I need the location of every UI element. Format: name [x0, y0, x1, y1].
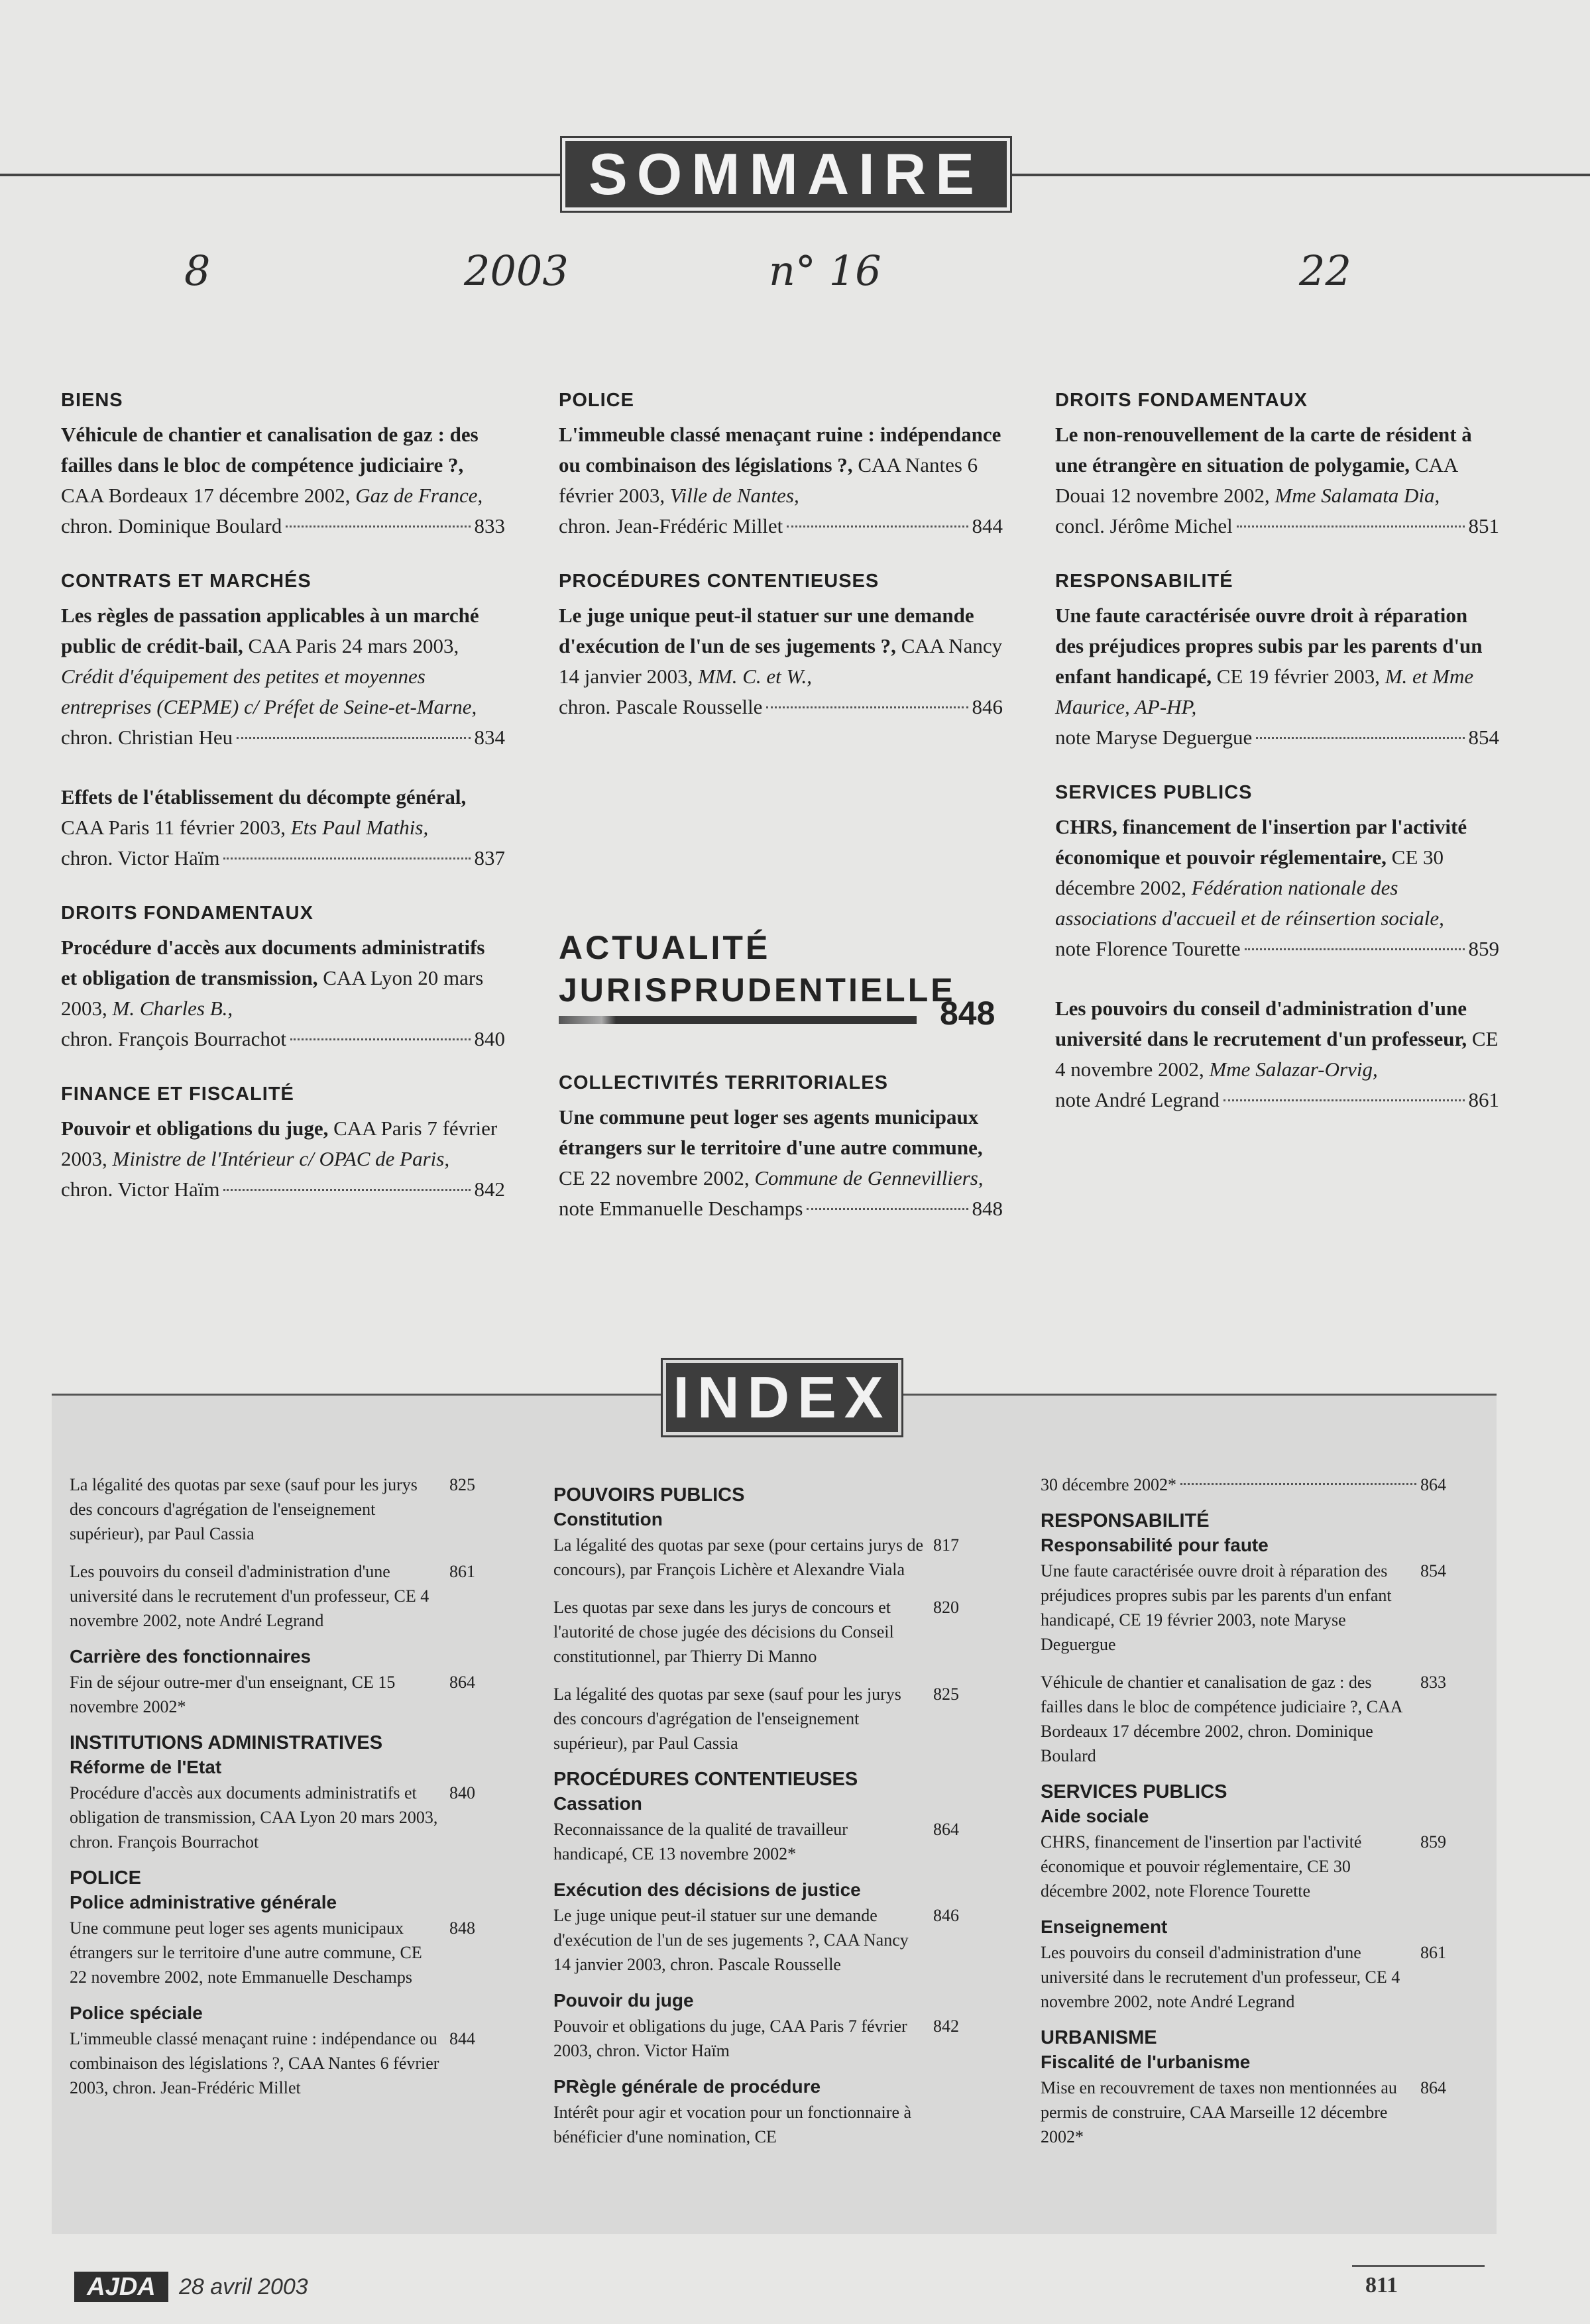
- entry-parties: MM. C. et W.,: [698, 665, 813, 688]
- issue-date: 28 avril 2003: [179, 2274, 308, 2299]
- index-leader-line: [1041, 1670, 1446, 1768]
- index-leader-line: [1041, 1940, 1446, 2014]
- entry-court: CE 22 novembre 2002,: [559, 1166, 750, 1190]
- actualite-page: 848: [940, 995, 995, 1032]
- handwritten-note: 8: [184, 247, 211, 295]
- entry-title: Pouvoir et obligations du juge,: [61, 1117, 329, 1140]
- entry-page: 833: [474, 514, 505, 537]
- entry-parties: Mme Salazar-Orvig,: [1209, 1058, 1378, 1081]
- index-leader-line: [553, 1595, 959, 1669]
- entry-title: Le non-renouvellement de la carte de résident à une étrangère en situation de polygamie,: [1055, 423, 1472, 476]
- sommaire-entry: [61, 932, 505, 1054]
- entry-title: Une faute caractérisée ouvre droit à réparation des préjudices propres subis par les parents d'un enfant handicapé,: [1055, 604, 1483, 688]
- index-subcategory: Fiscalité de l'urbanisme: [1041, 2052, 1251, 2072]
- index-entry-text: Les pouvoirs du conseil d'administration d'une université dans le recrutement d'un professeur, CE 4 novembre 2002, note André Legrand: [1041, 1943, 1400, 2011]
- sommaire-entry: [61, 1113, 505, 1205]
- entry-leader-line: [61, 722, 505, 753]
- dot-leader: [1245, 948, 1465, 950]
- entry-court: CAA Bordeaux 17 décembre 2002,: [61, 484, 351, 507]
- index-leader-line: [70, 1559, 475, 1633]
- index-entry-text: L'immeuble classé menaçant ruine : indépendance ou combinaison des législations ?, CAA Nantes 6 février 2003, chron. Jean-Frédéric Millet: [70, 2029, 439, 2097]
- entry-title: Véhicule de chantier et canalisation de gaz : des failles dans le bloc de compétence judiciaire ?,: [61, 423, 479, 476]
- index-entry: [1041, 1670, 1446, 1768]
- index-category: PROCÉDURES CONTENTIEUSES: [553, 1769, 858, 1790]
- index-entry-text: Le juge unique peut-il statuer sur une demande d'exécution de l'un de ses jugements ?, CAA Nancy 14 janvier 2003, chron. Pascale Rousselle: [553, 1906, 909, 1974]
- sommaire-entry: [1055, 600, 1499, 753]
- entry-parties: Crédit d'équipement des petites et moyennes entreprises (CEPME) c/ Préfet de Seine-et-Marne,: [61, 665, 477, 718]
- index-subcategory: Cassation: [553, 1793, 642, 1814]
- entry-page: 844: [972, 514, 1003, 537]
- sommaire-item: [61, 903, 505, 1054]
- handwritten-note: 2003: [464, 247, 569, 295]
- entry-parties: M. et Mme Maurice, AP-HP,: [1055, 665, 1474, 718]
- index-leader-line: [553, 1682, 959, 1755]
- entry-title: L'immeuble classé menaçant ruine : indépendance ou combinaison des législations ?,: [559, 423, 1001, 476]
- dot-leader: [1237, 526, 1465, 527]
- index-entry: [1041, 1940, 1446, 2014]
- entry-court: CAA Nantes 6 février 2003,: [559, 453, 978, 507]
- sommaire-item: [61, 1083, 505, 1205]
- sommaire-item: [1055, 571, 1499, 753]
- entry-leader-line: [559, 692, 1003, 722]
- index-category: INSTITUTIONS ADMINISTRATIVES: [70, 1732, 383, 1753]
- index-entry: [70, 2026, 475, 2100]
- index-subcategory: Aide sociale: [1041, 1806, 1149, 1826]
- index-entry-page: 864: [449, 1673, 475, 1692]
- index-entry-page: 825: [449, 1475, 475, 1494]
- sommaire-item: [1055, 993, 1499, 1115]
- entry-page: 848: [972, 1197, 1003, 1220]
- index-entry-text: 30 décembre 2002*: [1041, 1475, 1177, 1494]
- sommaire-entry: [559, 600, 1003, 722]
- index-column-1: [70, 1472, 475, 2113]
- entry-title: Effets de l'établissement du décompte général,: [61, 785, 467, 808]
- entry-author: note Emmanuelle Deschamps: [559, 1197, 803, 1220]
- entry-parties: Commune de Gennevilliers,: [754, 1166, 984, 1190]
- index-column-2: [553, 1472, 959, 2162]
- section-category: BIENS: [61, 390, 123, 411]
- index-subcategory: Police administrative générale: [70, 1892, 337, 1912]
- index-leader-line: [70, 2026, 475, 2100]
- index-entry-page: 842: [933, 2017, 959, 2036]
- entry-leader-line: [1055, 722, 1499, 753]
- section-category: DROITS FONDAMENTAUX: [61, 903, 313, 924]
- entry-page: 837: [474, 846, 505, 869]
- index-entry-page: 817: [933, 1535, 959, 1555]
- index-leader-line: [1041, 1472, 1446, 1497]
- entry-title: Les règles de passation applicables à un marché public de crédit-bail,: [61, 604, 479, 657]
- entry-page: 854: [1468, 726, 1499, 749]
- index-category: RESPONSABILITÉ: [1041, 1510, 1210, 1531]
- entry-parties: Fédération nationale des associations d'accueil et de réinsertion sociale,: [1055, 876, 1444, 930]
- entry-title: Le juge unique peut-il statuer sur une demande d'exécution de l'un de ses jugements ?,: [559, 604, 974, 657]
- index-entry-text: Reconnaissance de la qualité de travailleur handicapé, CE 13 novembre 2002*: [553, 1820, 848, 1863]
- journal-logo: AJDA: [74, 2272, 168, 2302]
- sommaire-entry: [61, 600, 505, 753]
- handwritten-note: 22: [1299, 247, 1351, 295]
- index-entry-text: Véhicule de chantier et canalisation de gaz : des failles dans le bloc de compétence judiciaire ?, CAA Bordeaux 17 décembre 2002, chron. Dominique Boulard: [1041, 1673, 1402, 1765]
- entry-parties: Ets Paul Mathis,: [290, 816, 429, 839]
- index-subcategory: Pouvoir du juge: [553, 1990, 694, 2011]
- index-leader-line: [70, 1670, 475, 1719]
- index-entry-page: 859: [1420, 1832, 1446, 1852]
- actualite-bar: [559, 1016, 917, 1024]
- actualite-heading: [559, 926, 956, 1011]
- sommaire-item: [61, 782, 505, 873]
- sommaire-entry: [1055, 993, 1499, 1115]
- index-category: POLICE: [70, 1867, 141, 1889]
- section-category: CONTRATS ET MARCHÉS: [61, 571, 312, 592]
- index-entry-text: Pouvoir et obligations du juge, CAA Paris 7 février 2003, chron. Victor Haïm: [553, 2017, 907, 2060]
- entry-parties: Ville de Nantes,: [669, 484, 799, 507]
- index-leader-line: [553, 1903, 959, 1977]
- dot-leader: [1256, 737, 1464, 739]
- index-entry-page: 825: [933, 1685, 959, 1704]
- index-entry-text: CHRS, financement de l'insertion par l'activité économique et pouvoir réglementaire, CE 30 décembre 2002, note Florence Tourette: [1041, 1832, 1362, 1901]
- index-column-3: [1041, 1472, 1446, 2162]
- index-entry-text: La légalité des quotas par sexe (sauf pour les jurys des concours d'agrégation de l'enseignement supérieur), par Paul Cassia: [553, 1685, 901, 1753]
- sommaire-entry: [559, 419, 1003, 541]
- entry-author: chron. Dominique Boulard: [61, 514, 282, 537]
- entry-leader-line: [61, 511, 505, 541]
- section-category: SERVICES PUBLICS: [1055, 782, 1253, 803]
- sommaire-entry: [61, 419, 505, 541]
- index-entry-page: 844: [449, 2029, 475, 2048]
- entry-leader-line: [559, 511, 1003, 541]
- sommaire-item: [559, 571, 1003, 722]
- index-banner: INDEX: [663, 1360, 901, 1435]
- entry-page: 834: [474, 726, 505, 749]
- entry-court: CE 4 novembre 2002,: [1055, 1027, 1499, 1081]
- entry-author: chron. Victor Haïm: [61, 1178, 220, 1201]
- entry-author: note Florence Tourette: [1055, 937, 1241, 960]
- sommaire-item: [1055, 782, 1499, 964]
- sommaire-item: [1055, 390, 1499, 541]
- index-entry-text: Une faute caractérisée ouvre droit à réparation des préjudices propres subis par les parents d'un enfant handicapé, CE 19 février 2003, note Maryse Deguergue: [1041, 1561, 1392, 1654]
- index-entry-text: Les pouvoirs du conseil d'administration d'une université dans le recrutement d'un professeur, CE 4 novembre 2002, note André Legrand: [70, 1562, 429, 1630]
- sommaire-column-3: [1055, 390, 1499, 1144]
- handwritten-note: n° 16: [769, 247, 881, 295]
- dot-leader: [286, 526, 470, 527]
- index-entry: [553, 2100, 959, 2149]
- entry-page: 842: [474, 1178, 505, 1201]
- entry-title: CHRS, financement de l'insertion par l'activité économique et pouvoir réglementaire,: [1055, 815, 1467, 869]
- sommaire-item: [61, 571, 505, 753]
- page-number: 811: [1365, 2273, 1398, 2297]
- index-leader-line: [1041, 2075, 1446, 2149]
- entry-author: chron. François Bourrachot: [61, 1027, 287, 1050]
- index-entry-page: 864: [1420, 1475, 1446, 1494]
- entry-title: Les pouvoirs du conseil d'administration d'une université dans le recrutement d'un professeur,: [1055, 997, 1467, 1050]
- section-category: RESPONSABILITÉ: [1055, 571, 1233, 592]
- dot-leader: [223, 858, 470, 859]
- index-entry-page: 840: [449, 1783, 475, 1802]
- entry-court: CE 30 décembre 2002,: [1055, 846, 1444, 899]
- index-entry: [1041, 2075, 1446, 2149]
- index-entry: [553, 1817, 959, 1866]
- entry-author: concl. Jérôme Michel: [1055, 514, 1233, 537]
- section-category: DROITS FONDAMENTAUX: [1055, 390, 1308, 411]
- sommaire-column-2b: [559, 1072, 1003, 1253]
- index-entry-page: 864: [933, 1820, 959, 1839]
- entry-court: CAA Lyon 20 mars 2003,: [61, 966, 484, 1020]
- sommaire-column-1: [61, 390, 505, 1234]
- index-entry-page: 820: [933, 1598, 959, 1617]
- footer-rule: [1352, 2265, 1485, 2267]
- section-category: COLLECTIVITÉS TERRITORIALES: [559, 1072, 888, 1093]
- index-category: POUVOIRS PUBLICS: [553, 1484, 745, 1506]
- dot-leader: [237, 737, 470, 739]
- index-subcategory: Exécution des décisions de justice: [553, 1879, 861, 1900]
- entry-court: CAA Nancy 14 janvier 2003,: [559, 634, 1003, 688]
- index-entry: [1041, 1830, 1446, 1903]
- index-entry-text: La légalité des quotas par sexe (pour certains jurys de concours), par François Lichère et Alexandre Viala: [553, 1535, 924, 1579]
- entry-court: CE 19 février 2003,: [1216, 665, 1380, 688]
- dot-leader: [1223, 1099, 1465, 1101]
- index-subcategory: Constitution: [553, 1509, 663, 1529]
- index-leader-line: [553, 1533, 959, 1582]
- entry-parties: Ministre de l'Intérieur c/ OPAC de Paris,: [112, 1147, 450, 1170]
- index-entry: [70, 1559, 475, 1633]
- index-entry: [70, 1472, 475, 1546]
- dot-leader: [1180, 1483, 1416, 1485]
- sommaire-item: [559, 1072, 1003, 1224]
- index-entry-page: 861: [1420, 1943, 1446, 1962]
- entry-leader-line: [61, 843, 505, 873]
- index-entry-page: 864: [1420, 2078, 1446, 2097]
- dot-leader: [290, 1038, 470, 1040]
- sommaire-item: [559, 390, 1003, 541]
- index-entry: [70, 1670, 475, 1719]
- index-entry-text: La légalité des quotas par sexe (sauf pour les jurys des concours d'agrégation de l'enseignement supérieur), par Paul Cassia: [70, 1475, 418, 1543]
- entry-title: Une commune peut loger ses agents municipaux étrangers sur le territoire d'une autre commune,: [559, 1105, 983, 1159]
- index-entry: [1041, 1559, 1446, 1657]
- entry-parties: Mme Salamata Dia,: [1275, 484, 1440, 507]
- index-entry: [553, 1903, 959, 1977]
- index-leader-line: [70, 1781, 475, 1854]
- index-leader-line: [1041, 1830, 1446, 1903]
- index-subcategory: Réforme de l'Etat: [70, 1757, 222, 1777]
- index-entry: [553, 1682, 959, 1755]
- entry-author: chron. Christian Heu: [61, 726, 233, 749]
- entry-leader-line: [61, 1024, 505, 1054]
- entry-page: 859: [1468, 937, 1499, 960]
- index-entry: [553, 1533, 959, 1582]
- entry-court: CAA Paris 24 mars 2003,: [248, 634, 459, 657]
- index-leader-line: [70, 1916, 475, 1989]
- entry-author: chron. Jean-Frédéric Millet: [559, 514, 783, 537]
- index-entry-text: Mise en recouvrement de taxes non mentionnées au permis de construire, CAA Marseille 12 décembre 2002*: [1041, 2078, 1397, 2146]
- index-subcategory: Enseignement: [1041, 1916, 1168, 1937]
- entry-page: 840: [474, 1027, 505, 1050]
- index-leader-line: [553, 2014, 959, 2063]
- actualite-line2: JURISPRUDENTIELLE: [559, 971, 956, 1009]
- index-entry: [553, 2014, 959, 2063]
- sommaire-column-2: [559, 390, 1003, 751]
- dot-leader: [787, 526, 968, 527]
- entry-page: 861: [1468, 1088, 1499, 1111]
- entry-leader-line: [1055, 511, 1499, 541]
- index-entry: [70, 1781, 475, 1854]
- index-entry-text: Fin de séjour outre-mer d'un enseignant, CE 15 novembre 2002*: [70, 1673, 396, 1716]
- index-entry-page: 833: [1420, 1673, 1446, 1692]
- index-entry-text: Les quotas par sexe dans les jurys de concours et l'autorité de chose jugée des décisions du Conseil constitutionnel, par Thierry Di Manno: [553, 1598, 894, 1666]
- index-subcategory: Police spéciale: [70, 2003, 203, 2023]
- sommaire-entry: [1055, 419, 1499, 541]
- entry-author: note Maryse Deguergue: [1055, 726, 1253, 749]
- index-leader-line: [1041, 1559, 1446, 1657]
- dot-leader: [766, 706, 968, 708]
- entry-parties: Gaz de France,: [355, 484, 483, 507]
- index-subcategory: PRègle générale de procédure: [553, 2076, 821, 2097]
- index-leader-line: [70, 1472, 475, 1546]
- entry-leader-line: [559, 1193, 1003, 1224]
- entry-author: note André Legrand: [1055, 1088, 1220, 1111]
- index-entry: [553, 1595, 959, 1669]
- section-category: PROCÉDURES CONTENTIEUSES: [559, 571, 880, 592]
- index-leader-line: [553, 1817, 959, 1866]
- index-entry-page: 846: [933, 1906, 959, 1925]
- entry-page: 846: [972, 695, 1003, 718]
- entry-leader-line: [1055, 1085, 1499, 1115]
- entry-leader-line: [61, 1174, 505, 1205]
- entry-page: 851: [1468, 514, 1499, 537]
- entry-court: CAA Douai 12 novembre 2002,: [1055, 453, 1457, 507]
- section-category: POLICE: [559, 390, 634, 411]
- sommaire-item: [61, 390, 505, 541]
- index-entry-page: 854: [1420, 1561, 1446, 1580]
- entry-parties: M. Charles B.,: [112, 997, 233, 1020]
- sommaire-entry: [1055, 812, 1499, 964]
- index-subcategory: Carrière des fonctionnaires: [70, 1646, 312, 1667]
- index-subcategory: Responsabilité pour faute: [1041, 1535, 1269, 1555]
- sommaire-banner: SOMMAIRE: [562, 138, 1010, 211]
- entry-title: Procédure d'accès aux documents administratifs et obligation de transmission,: [61, 936, 485, 989]
- entry-leader-line: [1055, 934, 1499, 964]
- index-entry-text: Une commune peut loger ses agents municipaux étrangers sur le territoire d'une autre commune, CE 22 novembre 2002, note Emmanuelle Deschamps: [70, 1918, 422, 1987]
- actualite-line1: ACTUALITÉ: [559, 929, 771, 966]
- index-entry-page: 861: [449, 1562, 475, 1581]
- sommaire-entry: [61, 782, 505, 873]
- index-entry: [70, 1916, 475, 1989]
- entry-author: chron. Pascale Rousselle: [559, 695, 763, 718]
- sommaire-entry: [559, 1102, 1003, 1224]
- section-category: FINANCE ET FISCALITÉ: [61, 1083, 294, 1105]
- index-category: URBANISME: [1041, 2027, 1157, 2048]
- index-entry-text: Procédure d'accès aux documents administratifs et obligation de transmission, CAA Lyon 20 mars 2003, chron. François Bourrachot: [70, 1783, 438, 1852]
- dot-leader: [807, 1208, 968, 1210]
- index-category: SERVICES PUBLICS: [1041, 1781, 1227, 1802]
- index-entry-text: Intérêt pour agir et vocation pour un fonctionnaire à bénéficier d'une nomination, CE: [553, 2103, 912, 2146]
- index-leader-line: [553, 2100, 959, 2149]
- dot-leader: [223, 1189, 470, 1191]
- index-entry: [1041, 1472, 1446, 1497]
- entry-author: chron. Victor Haïm: [61, 846, 220, 869]
- entry-court: CAA Paris 7 février 2003,: [61, 1117, 498, 1170]
- entry-court: CAA Paris 11 février 2003,: [61, 816, 286, 839]
- index-entry-page: 848: [449, 1918, 475, 1938]
